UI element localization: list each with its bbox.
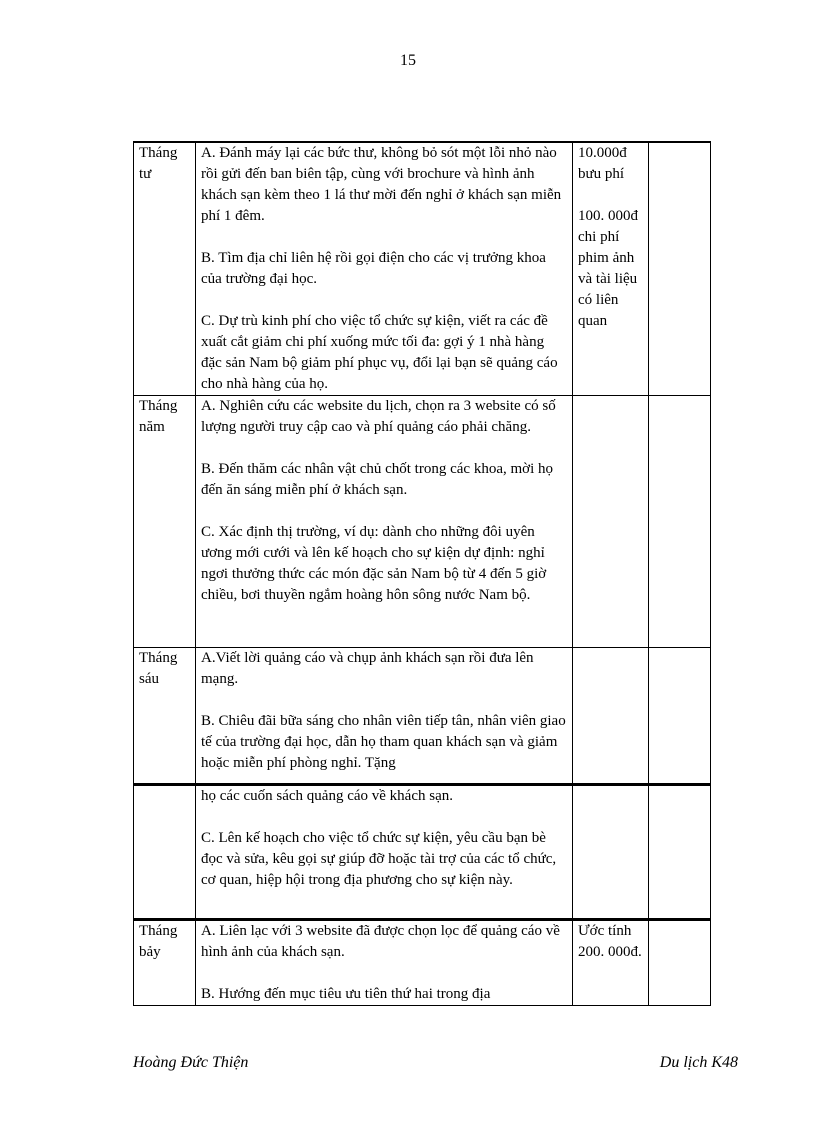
activity-paragraph: họ các cuốn sách quảng cáo về khách sạn. — [201, 788, 453, 804]
cost-cell — [573, 785, 649, 919]
note-cell — [649, 648, 711, 784]
note-cell — [649, 785, 711, 919]
page-number: 15 — [400, 52, 416, 69]
note-cell — [649, 142, 711, 396]
activity-paragraph: B. Tìm địa chỉ liên hệ rồi gọi điện cho các vị trưởng khoa của trường đại học. — [201, 250, 546, 287]
activity-paragraph: B. Hướng đến mục tiêu ưu tiên thứ hai trong địa — [201, 986, 491, 1002]
activity-cell — [196, 142, 573, 396]
activity-paragraph: B. Chiêu đãi bữa sáng cho nhân viên tiếp tân, nhân viên giao tế của trường đại học, dẫn họ tham quan khách sạn và giảm hoặc miễn phí phòng nghỉ. Tặng — [201, 713, 566, 771]
activity-cell — [196, 920, 573, 1006]
activity-paragraph: C. Dự trù kinh phí cho việc tổ chức sự kiện, viết ra các đề xuất cắt giảm chi phí xuống mức tối đa: gợi ý 1 nhà hàng đặc sản Nam bộ giảm phí phục vụ, đổi lại bạn sẽ quảng cáo cho nhà hàng của họ. — [201, 313, 558, 392]
activity-paragraph: C. Lên kế hoạch cho việc tổ chức sự kiện, yêu cầu bạn bè đọc và sửa, kêu gọi sự giúp đỡ hoặc tài trợ của các tổ chức, cơ quan, hiệp hội trong địa phương cho sự kiện này. — [201, 830, 557, 888]
cost-paragraph: 100. 000đ chi phí phim ảnh và tài liệu có liên quan — [578, 208, 638, 329]
plan-table-part-3 — [133, 919, 711, 1006]
activity-paragraph: A.Viết lời quảng cáo và chụp ảnh khách sạn rồi đưa lên mạng. — [201, 650, 534, 687]
table-row — [134, 920, 711, 1006]
month-cell: Tháng năm — [134, 396, 196, 648]
table-row — [134, 396, 711, 648]
cost-cell — [573, 142, 649, 396]
month-cell: Tháng sáu — [134, 648, 196, 784]
note-cell — [649, 396, 711, 648]
month-cell: Tháng bảy — [134, 920, 196, 1006]
footer-author: Hoàng Đức Thiện — [133, 1054, 249, 1071]
month-cell: Tháng tư — [134, 142, 196, 396]
cost-cell: Ước tính 200. 000đ. — [573, 920, 649, 1006]
cost-paragraph: 10.000đ bưu phí — [578, 145, 627, 182]
footer-class: Du lịch K48 — [659, 1054, 738, 1071]
activity-paragraph: C. Xác định thị trường, ví dụ: dành cho những đôi uyên ương mới cưới và lên kế hoạch cho sự kiện dự định: nghỉ ngơi thưởng thức các món đặc sản Nam bộ từ 4 đến 5 giờ chiều, bơi thuyền ngắm hoàng hôn sông nước Nam bộ. — [201, 524, 547, 603]
cost-cell — [573, 648, 649, 784]
month-cell — [134, 785, 196, 919]
activity-paragraph: B. Đến thăm các nhân vật chủ chốt trong các khoa, mời họ đến ăn sáng miễn phí ở khách sạn. — [201, 461, 553, 498]
table-row — [134, 142, 711, 396]
table-row — [134, 785, 711, 919]
table-row — [134, 648, 711, 784]
activity-paragraph: A. Nghiên cứu các website du lịch, chọn ra 3 website có số lượng người truy cập cao và phí quảng cáo phải chăng. — [201, 398, 556, 435]
activity-cell — [196, 396, 573, 648]
activity-cell — [196, 785, 573, 919]
cost-cell — [573, 396, 649, 648]
activity-paragraph: A. Liên lạc với 3 website đã được chọn lọc để quảng cáo về hình ảnh của khách sạn. — [201, 923, 560, 960]
note-cell — [649, 920, 711, 1006]
activity-paragraph: A. Đánh máy lại các bức thư, không bỏ sót một lỗi nhỏ nào rồi gửi đến ban biên tập, cùng với brochure và hình ảnh khách sạn kèm theo 1 lá thư mời đến nghỉ ở khách sạn miễn phí 1 đêm. — [201, 145, 562, 224]
activity-cell — [196, 648, 573, 784]
plan-table-part-2 — [133, 784, 711, 920]
plan-table-part-1 — [133, 141, 711, 784]
